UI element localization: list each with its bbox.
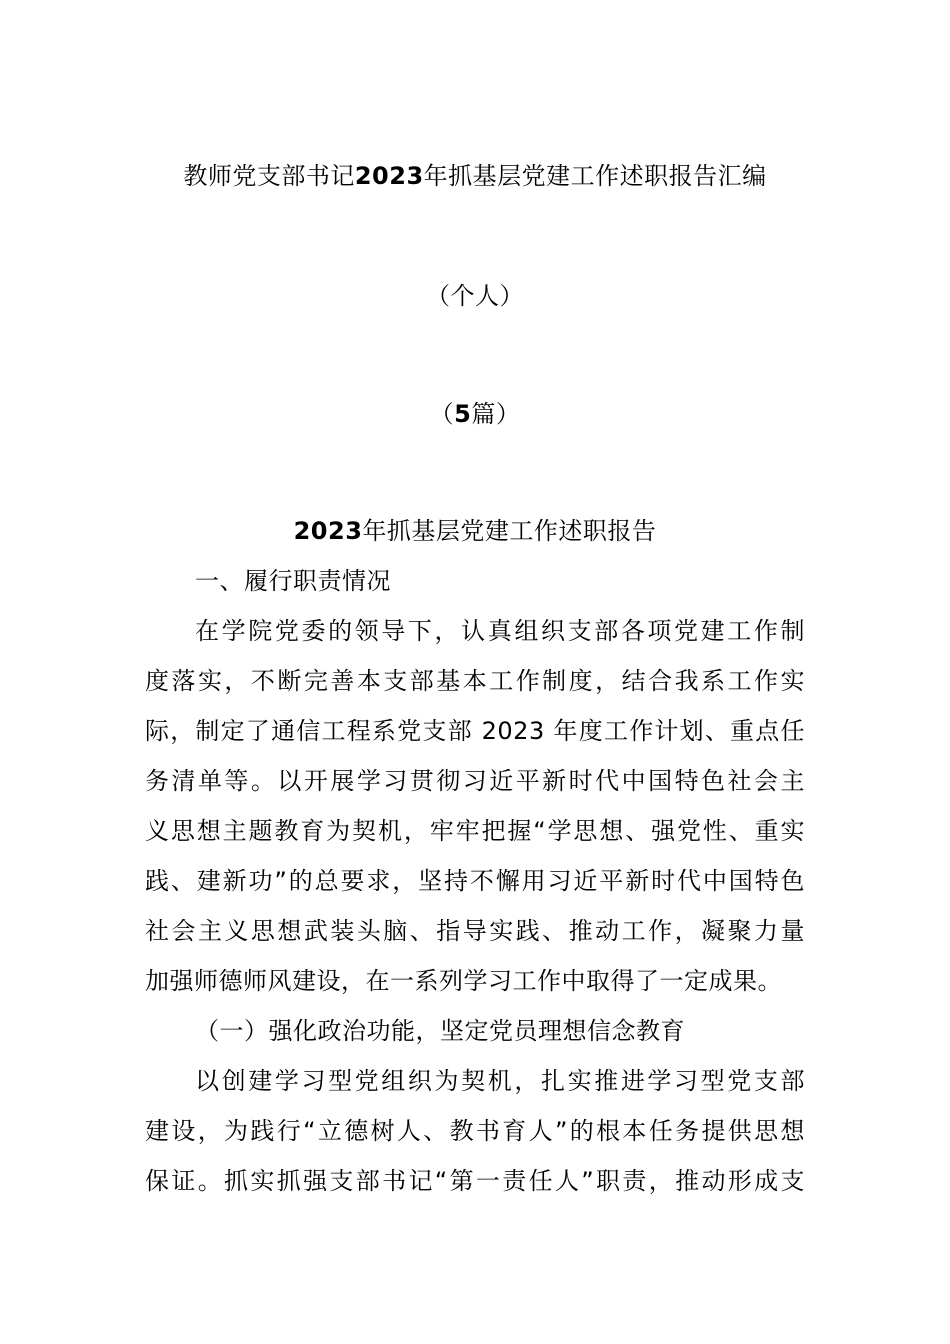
paragraph1-line: 加强师德师风建设，在一系列学习工作中取得了一定成果。: [145, 967, 782, 995]
paragraph1-line: 践、建新功”的总要求，坚持不懈用习近平新时代中国特色: [145, 867, 805, 895]
paragraph1-line: 社会主义思想武装头脑、指导实践、推动工作，凝聚力量: [145, 917, 805, 945]
report-heading: [0, 515, 950, 547]
cover-title-year: 2023: [354, 162, 424, 190]
paragraph1-line: 在学院党委的领导下，认真组织支部各项党建工作制: [195, 617, 805, 645]
paragraph1-line: 度落实，不断完善本支部基本工作制度，结合我系工作实: [145, 667, 805, 695]
report-heading-year: 2023: [293, 517, 363, 545]
cover-subtitle: （个人）: [426, 282, 524, 310]
cover-title-prefix: 教师党支部书记: [183, 162, 355, 190]
paragraph2-line: 以创建学习型党组织为契机，扎实推进学习型党支部: [195, 1067, 805, 1095]
subsection1-heading: （一）强化政治功能，坚定党员理想信念教育: [195, 1017, 685, 1045]
paragraph1-line: 义思想主题教育为契机，牢牢把握“学思想、强党性、重实: [145, 817, 805, 845]
paragraph1-line: 务清单等。以开展学习贯彻习近平新时代中国特色社会主: [145, 767, 805, 795]
section1-heading: 一、履行职责情况: [195, 567, 391, 595]
paragraph2-line: 保证。抓实抓强支部书记“第一责任人”职责，推动形成支: [145, 1167, 805, 1195]
cover-title: [0, 160, 950, 192]
report-heading-suffix: 年抓基层党建工作述职报告: [362, 517, 657, 545]
paragraph1-line: 际，制定了通信工程系党支部 2023 年度工作计划、重点任: [145, 717, 805, 745]
count-open: （: [429, 400, 455, 428]
cover-article-count: [0, 398, 950, 430]
cover-title-suffix: 年抓基层党建工作述职报告汇编: [423, 162, 767, 190]
paragraph2-line: 建设，为践行“立德树人、教书育人”的根本任务提供思想: [145, 1117, 805, 1145]
count-number: 5: [454, 400, 472, 428]
count-close: 篇）: [471, 400, 521, 428]
